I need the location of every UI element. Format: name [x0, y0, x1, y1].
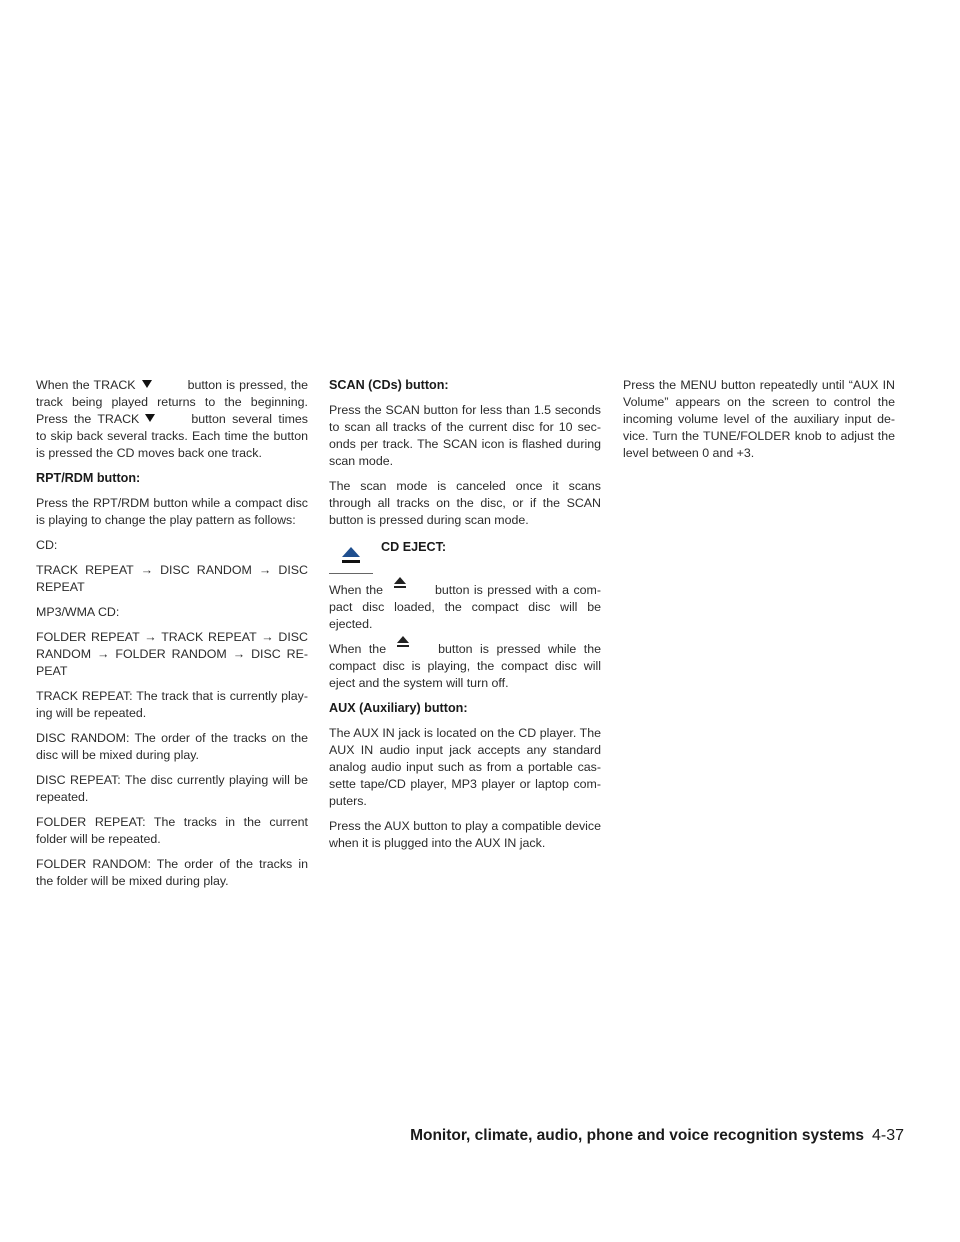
aux-heading: AUX (Auxiliary) button: — [329, 701, 468, 715]
track-repeat-desc: TRACK REPEAT: The track that is currently play- ing will be repeated. — [36, 689, 308, 720]
triangle-down-icon — [145, 414, 155, 422]
triangle-down-icon — [142, 380, 152, 388]
eject-paragraph-2 — [329, 641, 601, 692]
aux-volume-paragraph: Press the MENU button repeatedly until “AUX IN Volume” appears on the screen to control the incoming volume level of the auxiliary input de- vice. Turn the TUNE/FOLDER knob to adjust the level between 0 and +3. — [623, 378, 895, 460]
scan-paragraph-2: The scan mode is canceled once it scans through all tracks on the disc, or if the SCAN button is pressed during scan mode. — [329, 479, 601, 527]
column-right — [623, 377, 895, 470]
page-number: 4-37 — [871, 1127, 904, 1144]
folder-repeat-desc: FOLDER REPEAT: The tracks in the current folder will be repeated. — [36, 815, 308, 846]
scan-heading: SCAN (CDs) button: — [329, 378, 449, 392]
track-text-b: button is pressed, the track being played returns to the beginning. Press the TRACK — [36, 378, 308, 426]
eject-icon — [396, 635, 412, 649]
eject-text-b: button is pressed with a com- pact disc loaded, the compact disc will be ejected. — [329, 583, 601, 631]
cd-label: CD: — [36, 538, 58, 552]
cd-pattern: TRACK REPEAT → DISC RANDOM → DISC REPEAT — [36, 563, 308, 594]
cd-eject-heading: CD EJECT: — [381, 540, 447, 554]
track-paragraph — [36, 377, 308, 462]
disc-repeat-desc: DISC REPEAT: The disc currently playing will be repeated. — [36, 773, 308, 804]
page-footer — [410, 1127, 904, 1145]
eject-icon — [329, 537, 373, 574]
cd-eject-heading-row — [329, 537, 601, 574]
folder-random-desc: FOLDER RANDOM: The order of the tracks in the folder will be mixed during play. — [36, 857, 308, 888]
eject-paragraph-1 — [329, 582, 601, 633]
column-left — [36, 377, 308, 898]
aux-paragraph-2: Press the AUX button to play a compatible device when it is plugged into the AUX IN jack. — [329, 819, 601, 850]
track-text-a: When the TRACK — [36, 378, 136, 392]
disc-random-desc: DISC RANDOM: The order of the tracks on the disc will be mixed during play. — [36, 731, 308, 762]
scan-paragraph-1: Press the SCAN button for less than 1.5 seconds to scan all tracks of the current disc for 10 sec- onds per track. The SCAN icon is flashed during scan mode. — [329, 403, 601, 468]
eject-text-c: When the — [329, 642, 387, 656]
rpt-rdm-heading: RPT/RDM button: — [36, 471, 141, 485]
aux-paragraph-1: The AUX IN jack is located on the CD player. The AUX IN audio input jack accepts any standard analog audio input such as from a portable cas- sette tape/CD player, MP3 player or laptop com- puters. — [329, 726, 601, 808]
section-title: Monitor, climate, audio, phone and voice recognition systems — [410, 1127, 864, 1144]
track-text-c: button several times to skip back several tracks. Each time the button is pressed the CD moves back one track. — [36, 412, 308, 460]
eject-icon — [393, 576, 409, 590]
mp3-label: MP3/WMA CD: — [36, 605, 120, 619]
eject-text-d: button is pressed while the compact disc is playing, the compact disc will eject and the system will turn off. — [329, 642, 601, 690]
rpt-rdm-intro: Press the RPT/RDM button while a compact disc is playing to change the play pattern as follows: — [36, 496, 308, 527]
mp3-pattern: FOLDER REPEAT → TRACK REPEAT → DISC RANDOM → FOLDER RANDOM → DISC RE- PEAT — [36, 630, 308, 678]
column-middle — [329, 377, 601, 860]
eject-text-a: When the — [329, 583, 384, 597]
